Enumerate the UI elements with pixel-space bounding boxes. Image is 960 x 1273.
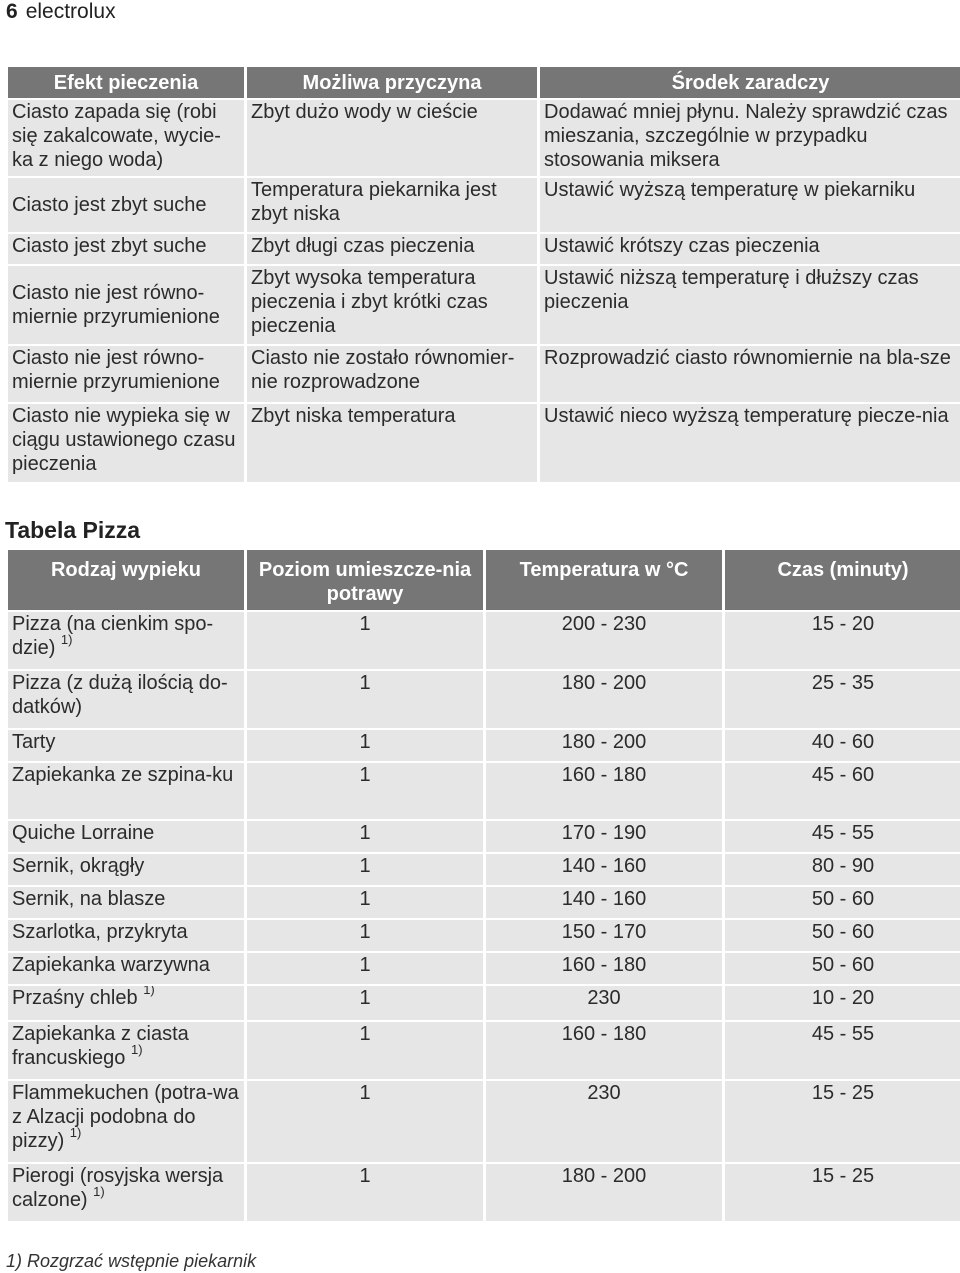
temperature-cell: 150 - 170 <box>486 920 722 951</box>
footnote-marker: 1) <box>143 986 155 998</box>
time-cell: 50 - 60 <box>725 920 960 951</box>
dish-name-cell <box>8 671 244 728</box>
dish-name: Zapiekanka z ciasta francuskiego <box>12 1023 189 1069</box>
temperature-cell: 170 - 190 <box>486 821 722 852</box>
page-header <box>6 0 116 24</box>
remedy-cell: Ustawić nieco wyższą temperaturę piecze-nia <box>540 404 960 482</box>
pizza-table <box>5 548 960 1223</box>
table-row <box>8 986 960 1020</box>
table-row <box>8 730 960 761</box>
temperature-cell: 230 <box>486 986 722 1020</box>
table-row <box>8 854 960 885</box>
effect-cell: Ciasto jest zbyt suche <box>8 178 244 232</box>
column-header-dish: Rodzaj wypieku <box>8 550 244 610</box>
table-row <box>8 953 960 984</box>
effect-cell: Ciasto jest zbyt suche <box>8 234 244 264</box>
cause-cell: Ciasto nie zostało równomier-nie rozprowadzone <box>247 346 537 402</box>
dish-name-cell <box>8 986 244 1020</box>
table-row <box>8 1081 960 1162</box>
table-row <box>8 100 960 176</box>
dish-name: Sernik, na blasze <box>12 888 166 910</box>
dish-name: Quiche Lorraine <box>12 822 155 844</box>
table-row <box>8 887 960 918</box>
table-row <box>8 821 960 852</box>
table-row <box>8 612 960 669</box>
level-cell: 1 <box>247 920 483 951</box>
table-header-row <box>8 67 960 98</box>
column-header-cause: Możliwa przyczyna <box>247 67 537 98</box>
level-cell: 1 <box>247 671 483 728</box>
time-cell: 45 - 60 <box>725 763 960 819</box>
dish-name: Zapiekanka warzywna <box>12 954 210 976</box>
level-cell: 1 <box>247 887 483 918</box>
dish-name-cell <box>8 1022 244 1079</box>
time-cell: 50 - 60 <box>725 887 960 918</box>
temperature-cell: 140 - 160 <box>486 887 722 918</box>
dish-name-cell <box>8 854 244 885</box>
dish-name: Pizza (z dużą ilością do-datków) <box>12 672 228 718</box>
temperature-cell: 180 - 200 <box>486 730 722 761</box>
page-number: 6 <box>6 0 18 23</box>
level-cell: 1 <box>247 953 483 984</box>
column-header-effect: Efekt pieczenia <box>8 67 244 98</box>
footnote: 1) Rozgrzać wstępnie piekarnik <box>6 1251 257 1271</box>
dish-name: Sernik, okrągły <box>12 855 145 877</box>
dish-name: Zapiekanka ze szpina-ku <box>12 764 234 786</box>
temperature-cell: 140 - 160 <box>486 854 722 885</box>
dish-name-cell <box>8 953 244 984</box>
time-cell: 50 - 60 <box>725 953 960 984</box>
remedy-cell: Ustawić krótszy czas pieczenia <box>540 234 960 264</box>
level-cell: 1 <box>247 1022 483 1079</box>
table-row <box>8 920 960 951</box>
level-cell: 1 <box>247 821 483 852</box>
cause-cell: Zbyt niska temperatura <box>247 404 537 482</box>
level-cell: 1 <box>247 986 483 1020</box>
temperature-cell: 160 - 180 <box>486 953 722 984</box>
level-cell: 1 <box>247 854 483 885</box>
column-header-level: Poziom umieszcze-nia potrawy <box>247 550 483 610</box>
level-cell: 1 <box>247 1081 483 1162</box>
dish-name-cell <box>8 821 244 852</box>
time-cell: 15 - 20 <box>725 612 960 669</box>
dish-name-cell <box>8 763 244 819</box>
footnote-marker: 1) <box>69 1125 82 1141</box>
table-row <box>8 266 960 344</box>
footnote-marker: 1) <box>130 1042 143 1058</box>
dish-name-cell <box>8 612 244 669</box>
time-cell: 10 - 20 <box>725 986 960 1020</box>
remedy-cell: Ustawić niższą temperaturę i dłuższy czas pieczenia <box>540 266 960 344</box>
temperature-cell: 180 - 200 <box>486 1164 722 1221</box>
troubleshooting-table <box>5 65 960 484</box>
dish-name: Przaśny chleb <box>12 987 138 1009</box>
cause-cell: Zbyt dużo wody w cieście <box>247 100 537 176</box>
dish-name: Szarlotka, przykryta <box>12 921 188 943</box>
time-cell: 40 - 60 <box>725 730 960 761</box>
cause-cell: Temperatura piekarnika jest zbyt niska <box>247 178 537 232</box>
time-cell: 80 - 90 <box>725 854 960 885</box>
cause-cell: Zbyt wysoka temperatura pieczenia i zbyt krótki czas pieczenia <box>247 266 537 344</box>
effect-cell: Ciasto nie jest równo-miernie przyrumienione <box>8 266 244 344</box>
dish-name: Pizza (na cienkim spo-dzie) <box>12 613 214 659</box>
level-cell: 1 <box>247 730 483 761</box>
dish-name-cell <box>8 1081 244 1162</box>
remedy-cell: Rozprowadzić ciasto równomiernie na bla-sze <box>540 346 960 402</box>
effect-cell: Ciasto nie jest równo-miernie przyrumienione <box>8 346 244 402</box>
cause-cell: Zbyt długi czas pieczenia <box>247 234 537 264</box>
table-row <box>8 671 960 728</box>
effect-cell: Ciasto zapada się (robi się zakalcowate, wycie-ka z niego woda) <box>8 100 244 176</box>
footnote-marker: 1) <box>93 1184 105 1200</box>
column-header-temperature: Temperatura w °C <box>486 550 722 610</box>
remedy-cell: Ustawić wyższą temperaturę w piekarniku <box>540 178 960 232</box>
column-header-time: Czas (minuty) <box>725 550 960 610</box>
table-row <box>8 178 960 232</box>
table-row <box>8 234 960 264</box>
table-row <box>8 1022 960 1079</box>
table-row <box>8 763 960 819</box>
level-cell: 1 <box>247 1164 483 1221</box>
dish-name-cell <box>8 730 244 761</box>
temperature-cell: 160 - 180 <box>486 763 722 819</box>
pizza-table-body <box>8 612 960 1221</box>
temperature-cell: 180 - 200 <box>486 671 722 728</box>
table-header-row <box>8 550 960 610</box>
temperature-cell: 230 <box>486 1081 722 1162</box>
time-cell: 45 - 55 <box>725 1022 960 1079</box>
footnote-marker: 1) <box>60 632 73 648</box>
level-cell: 1 <box>247 763 483 819</box>
dish-name: Tarty <box>12 731 56 753</box>
dish-name: Flammekuchen (potra-wa z Alzacji podobna do pizzy) <box>12 1082 239 1152</box>
time-cell: 15 - 25 <box>725 1164 960 1221</box>
dish-name-cell <box>8 920 244 951</box>
dish-name-cell <box>8 887 244 918</box>
level-cell: 1 <box>247 612 483 669</box>
table-row <box>8 404 960 482</box>
time-cell: 45 - 55 <box>725 821 960 852</box>
time-cell: 25 - 35 <box>725 671 960 728</box>
dish-name-cell <box>8 1164 244 1221</box>
column-header-remedy: Środek zaradczy <box>540 67 960 98</box>
temperature-cell: 160 - 180 <box>486 1022 722 1079</box>
table-row <box>8 346 960 402</box>
dish-name: Pierogi (rosyjska wersja calzone) <box>12 1165 224 1211</box>
remedy-cell: Dodawać mniej płynu. Należy sprawdzić czas mieszania, szczególnie w przypadku stosowania miksera <box>540 100 960 176</box>
time-cell: 15 - 25 <box>725 1081 960 1162</box>
pizza-table-title: Tabela Pizza <box>5 517 141 543</box>
effect-cell: Ciasto nie wypieka się w ciągu ustawionego czasu pieczenia <box>8 404 244 482</box>
table-row <box>8 1164 960 1221</box>
temperature-cell: 200 - 230 <box>486 612 722 669</box>
brand-name: electrolux <box>25 0 116 23</box>
